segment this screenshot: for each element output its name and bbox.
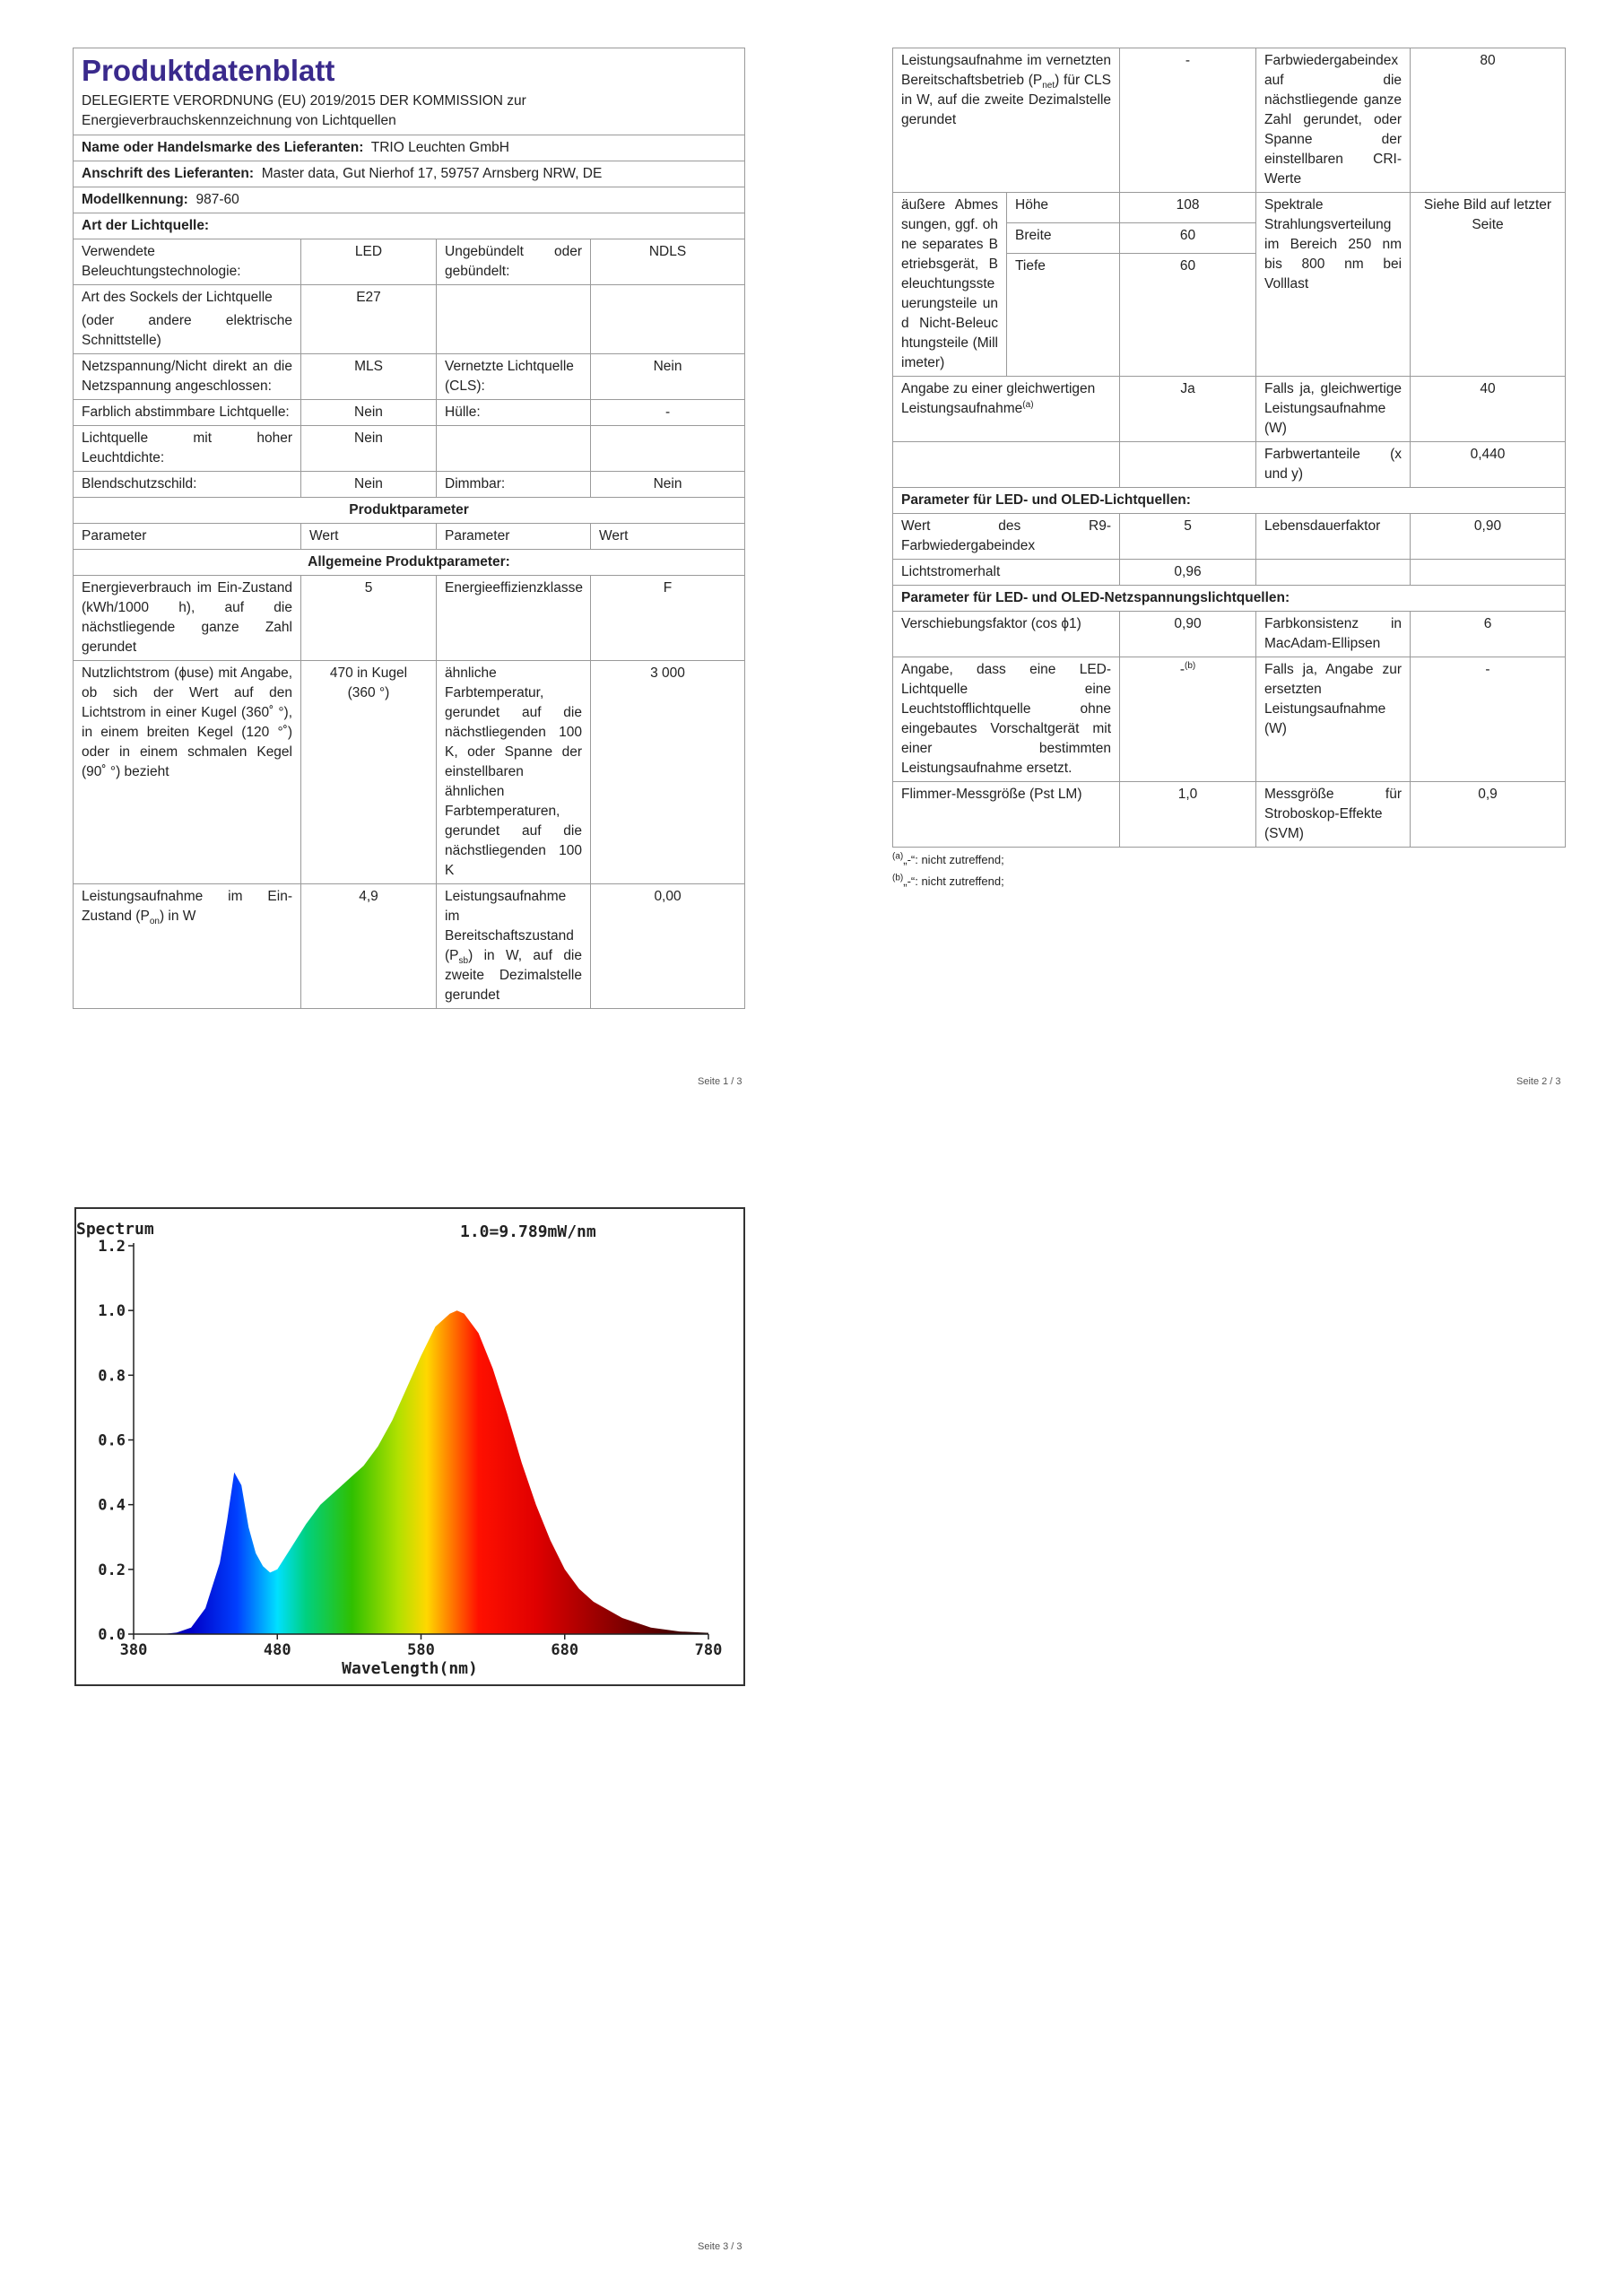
- mains-row: [74, 354, 745, 400]
- flicker-row: [893, 782, 1566, 848]
- y-tick-label: 1.2: [98, 1238, 126, 1256]
- hull-label: Hülle:: [437, 400, 591, 426]
- dimm-value: Nein: [591, 472, 745, 498]
- type-heading-row: [74, 213, 745, 239]
- datasheet-table-1: [73, 48, 745, 1009]
- class-label: Energieeffizienzklasse: [437, 576, 591, 661]
- energy-label: Energieverbrauch im Ein-Zustand (kWh/1000 h), auf die nächstliegende ganze Zahl gerundet: [74, 576, 301, 661]
- macadam-value: 6: [1411, 612, 1566, 657]
- col-parameter: Parameter: [74, 524, 301, 550]
- supplier-label: Name oder Handelsmarke des Lieferanten:: [82, 140, 364, 155]
- mains-label: Netzspannung/Nicht direkt an die Netzspannung angeschlossen:: [74, 354, 301, 400]
- supplier-value: TRIO Leuchten GmbH: [370, 140, 509, 155]
- spectrum-chart: [74, 1207, 745, 1686]
- socket-label: Art des Sockels der Lichtquelle: [82, 290, 273, 305]
- flux-row: [74, 661, 745, 884]
- cls-value: Nein: [591, 354, 745, 400]
- width-value: 60: [1120, 223, 1256, 254]
- tech-value: LED: [301, 239, 437, 285]
- flux-label: Nutzlichtstrom (ϕuse) mit Angabe, ob sich der Wert auf den Lichtstrom in einer Kugel (360˚ °), in einem breiten Kegel (120 °˚) oder in einem schmalen Kegel (90˚ °) bezieht: [74, 661, 301, 884]
- page-number-2: Seite 2 / 3: [1516, 1076, 1561, 1087]
- y-tick-label: 1.0: [98, 1302, 126, 1321]
- depth-label: Tiefe: [1007, 254, 1120, 377]
- flicker-value: 1,0: [1120, 782, 1256, 848]
- col-wert-2: Wert: [591, 524, 745, 550]
- y-tick-label: 0.6: [98, 1431, 126, 1450]
- cct-label: ähnliche Farbtemperatur, gerundet auf die nächstliegenden 100 K, oder Spanne der einstellbaren ähnlichen Farbtemperaturen, gerundet auf die nächstliegenden 100 K: [437, 661, 591, 884]
- depth-value: 60: [1120, 254, 1256, 377]
- allgemeine-heading: Allgemeine Produktparameter:: [74, 550, 745, 576]
- pon-label: Leistungsaufnahme im Ein-Zustand $(P_{on})$ in W: [74, 884, 301, 1009]
- cos-label: Verschiebungsfaktor (cos ϕ1): [893, 612, 1120, 657]
- pnet-label: Leistungsaufnahme im vernetzten Bereitschaftsbetrieb $(P_{net})$ für CLS in W, auf die zweite Dezimalstelle gerundet: [893, 48, 1120, 193]
- spectral-label: Spektrale Strahlungsverteilung im Bereich 250 nm bis 800 nm bei Volllast: [1256, 193, 1411, 377]
- model-value: 987-60: [195, 192, 239, 207]
- bundle-value: NDLS: [591, 239, 745, 285]
- power-row: [74, 884, 745, 1009]
- psb-value: 0,00: [591, 884, 745, 1009]
- model-row: [74, 187, 745, 213]
- chroma-value: 0,440: [1411, 442, 1566, 488]
- life-value: 0,90: [1411, 514, 1566, 560]
- highlum-label: Lichtquelle mit hoher Leuchtdichte:: [74, 426, 301, 472]
- hull-value: -: [591, 400, 745, 426]
- glare-row: [74, 472, 745, 498]
- led-heading: Parameter für LED- und OLED-Lichtquellen:: [893, 488, 1566, 514]
- page-number-3: Seite 3 / 3: [698, 2241, 743, 2252]
- glare-value: Nein: [301, 472, 437, 498]
- socket-value: E27: [301, 285, 437, 354]
- produktparameter-row: [74, 498, 745, 524]
- tech-label: Verwendete Beleuchtungstechnologie:: [74, 239, 301, 285]
- pnet-value: -: [1120, 48, 1256, 193]
- height-label: Höhe: [1007, 193, 1120, 223]
- energy-value: 5: [301, 576, 437, 661]
- energy-row: [74, 576, 745, 661]
- x-tick-label: 680: [551, 1641, 579, 1659]
- flux-value: 470 in Kugel: [329, 665, 408, 681]
- y-tick-label: 0.2: [98, 1561, 126, 1579]
- equiv-power-value: 40: [1411, 377, 1566, 442]
- spectral-value: Siehe Bild auf letzter Seite: [1411, 193, 1566, 377]
- model-label: Modellkennung:: [82, 192, 188, 207]
- chart-title: Spectrum: [76, 1220, 154, 1239]
- color-label: Farblich abstimmbare Lichtquelle:: [74, 400, 301, 426]
- x-tick-label: 580: [407, 1641, 435, 1659]
- replace-power-value: -: [1411, 657, 1566, 782]
- type-heading: Art der Lichtquelle:: [74, 213, 745, 239]
- height-row: [893, 193, 1566, 223]
- y-tick-label: 0.4: [98, 1496, 126, 1515]
- cos-value: 0,90: [1120, 612, 1256, 657]
- y-tick-label: 0.0: [98, 1626, 126, 1644]
- cct-value: 3 000: [591, 661, 745, 884]
- led-heading-row: [893, 488, 1566, 514]
- height-value: 108: [1120, 193, 1256, 223]
- life-label: Lebensdauerfaktor: [1256, 514, 1411, 560]
- lumen-value: 0,96: [1120, 560, 1256, 586]
- allgemeine-row: [74, 550, 745, 576]
- address-value: Master data, Gut Nierhof 17, 59757 Arnsberg NRW, DE: [261, 166, 603, 181]
- y-tick-label: 0.8: [98, 1367, 126, 1386]
- x-tick-label: 480: [263, 1641, 291, 1659]
- page-2: [892, 48, 1565, 892]
- x-tick-label: 780: [694, 1641, 723, 1659]
- socket-label-note: (oder andere elektrische Schnittstelle): [82, 313, 292, 348]
- equiv-power-label: Falls ja, gleichwertige Leistungsaufnahme (W): [1256, 377, 1411, 442]
- flicker-label: Flimmer-Messgröße (Pst LM): [893, 782, 1120, 848]
- lumen-row: [893, 560, 1566, 586]
- dimm-label: Dimmbar:: [437, 472, 591, 498]
- pon-value: 4,9: [301, 884, 437, 1009]
- replace-row: [893, 657, 1566, 782]
- footnote-b: $^{(b)}$„-“: nicht zutreffend;: [892, 873, 1004, 888]
- r9-row: [893, 514, 1566, 560]
- chart-annotation: 1.0=9.789mW/nm: [460, 1222, 596, 1241]
- class-value: F: [591, 576, 745, 661]
- cri-value: 80: [1411, 48, 1566, 193]
- width-label: Breite: [1007, 223, 1120, 254]
- address-row: [74, 161, 745, 187]
- datasheet-table-2: [892, 48, 1566, 848]
- color-value: Nein: [301, 400, 437, 426]
- x-axis-label: Wavelength(nm): [342, 1659, 478, 1678]
- flux-value-unit: (360 °): [347, 685, 390, 700]
- col-wert: Wert: [301, 524, 437, 550]
- cri-label: Farbwiedergabeindex auf die nächstliegende ganze Zahl gerundet, oder Spanne der einstellbaren CRI-Werte: [1256, 48, 1411, 193]
- glare-label: Blendschutzschild:: [74, 472, 301, 498]
- regulation-subtitle: DELEGIERTE VERORDNUNG (EU) 2019/2015 DER KOMMISSION zur Energieverbrauchskennzeichnung von Lichtquellen: [82, 93, 526, 128]
- strobo-value: 0,9: [1411, 782, 1566, 848]
- footnote-a: $^{(a)}$„-“: nicht zutreffend;: [892, 851, 1004, 866]
- replace-power-label: Falls ja, Angabe zur ersetzten Leistungsaufnahme (W): [1256, 657, 1411, 782]
- page-1: [73, 48, 744, 1009]
- page-number-1: Seite 1 / 3: [698, 1076, 743, 1087]
- socket-row: [74, 285, 745, 354]
- cls-label: Vernetzte Lichtquelle (CLS):: [437, 354, 591, 400]
- chroma-label: Farbwertanteile (x und y): [1256, 442, 1411, 488]
- macadam-label: Farbkonsistenz in MacAdam-Ellipsen: [1256, 612, 1411, 657]
- highlum-value: Nein: [301, 426, 437, 472]
- strobo-label: Messgröße für Stroboskop-Effekte (SVM): [1256, 782, 1411, 848]
- highlum-row: [74, 426, 745, 472]
- equiv-row: [893, 377, 1566, 442]
- cos-row: [893, 612, 1566, 657]
- r9-label: Wert des R9-Farbwiedergabeindex: [893, 514, 1120, 560]
- mains-heading: Parameter für LED- und OLED-Netzspannungslichtquellen:: [893, 586, 1566, 612]
- replace-value: -$^{(b)}$: [1120, 657, 1256, 782]
- equiv-value: Ja: [1120, 377, 1256, 442]
- x-tick-label: 380: [119, 1641, 148, 1659]
- produktparameter-heading: Produktparameter: [74, 498, 745, 524]
- psb-label: Leistungsaufnahme im Bereitschaftszustand $(P_{sb})$ in W, auf die zweite Dezimalstelle gerundet: [437, 884, 591, 1009]
- mains-value: MLS: [301, 354, 437, 400]
- equiv-label: Angabe zu einer gleichwertigen Leistungsaufnahme$^{(a)}$: [893, 377, 1120, 442]
- page-title: Produktdatenblatt: [82, 54, 335, 87]
- supplier-row: [74, 135, 745, 161]
- dimensions-label: äußere Abmessungen, ggf. ohne separates Betriebsgerät, Beleuchtungssteuerungsteile und Nicht-Beleuchtungsteile (Millimeter): [893, 193, 1007, 377]
- technology-row: [74, 239, 745, 285]
- address-label: Anschrift des Lieferanten:: [82, 166, 255, 181]
- col-parameter-2: Parameter: [437, 524, 591, 550]
- replace-label: Angabe, dass eine LED-Lichtquelle eine Leuchtstofflichtquelle ohne eingebautes Vorschaltgerät mit einer bestimmten Leistungsaufnahme ersetzt.: [893, 657, 1120, 782]
- color-row: [74, 400, 745, 426]
- lumen-label: Lichtstromerhalt: [893, 560, 1120, 586]
- chroma-row: [893, 442, 1566, 488]
- mains-heading-row: [893, 586, 1566, 612]
- bundle-label: Ungebündelt oder gebündelt:: [437, 239, 591, 285]
- pnet-row: [893, 48, 1566, 193]
- r9-value: 5: [1120, 514, 1256, 560]
- column-header-row: [74, 524, 745, 550]
